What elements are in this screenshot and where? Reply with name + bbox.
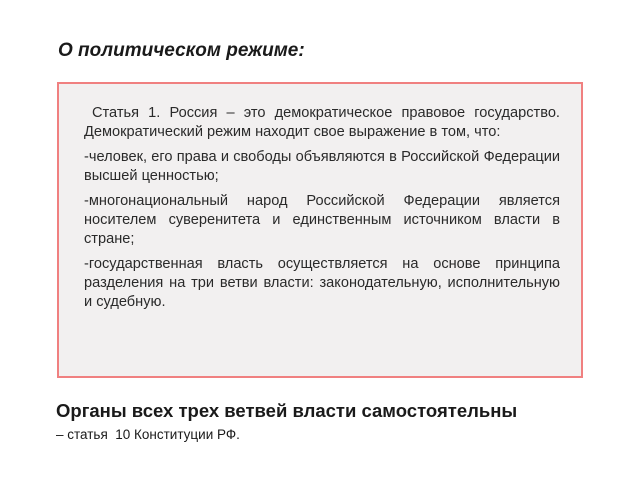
article-intro: Статья 1. Россия – это демократическое правовое государство. Демократический режим находит свое выражение в том, что: (84, 105, 560, 140)
constitution-article-box (57, 82, 583, 378)
article-point-separation-of-powers: -государственная власть осуществляется на основе принципа разделения на три ветви власти: законодательную, исполнительную и судебную. (84, 256, 560, 310)
constitution-reference: – статья 10 Конституции РФ. (56, 427, 240, 442)
article-point-sovereignty: -многонациональный народ Российской Федерации является носителем суверенитета и единственным источником власти в стране; (84, 193, 560, 247)
slide-title: О политическом режиме: (58, 40, 305, 61)
branches-independence-heading: Органы всех трех ветвей власти самостоятельны (56, 400, 518, 421)
article-point-human-rights: -человек, его права и свободы объявляются в Российской Федерации высшей ценностью; (84, 149, 560, 184)
article-text (84, 104, 560, 318)
